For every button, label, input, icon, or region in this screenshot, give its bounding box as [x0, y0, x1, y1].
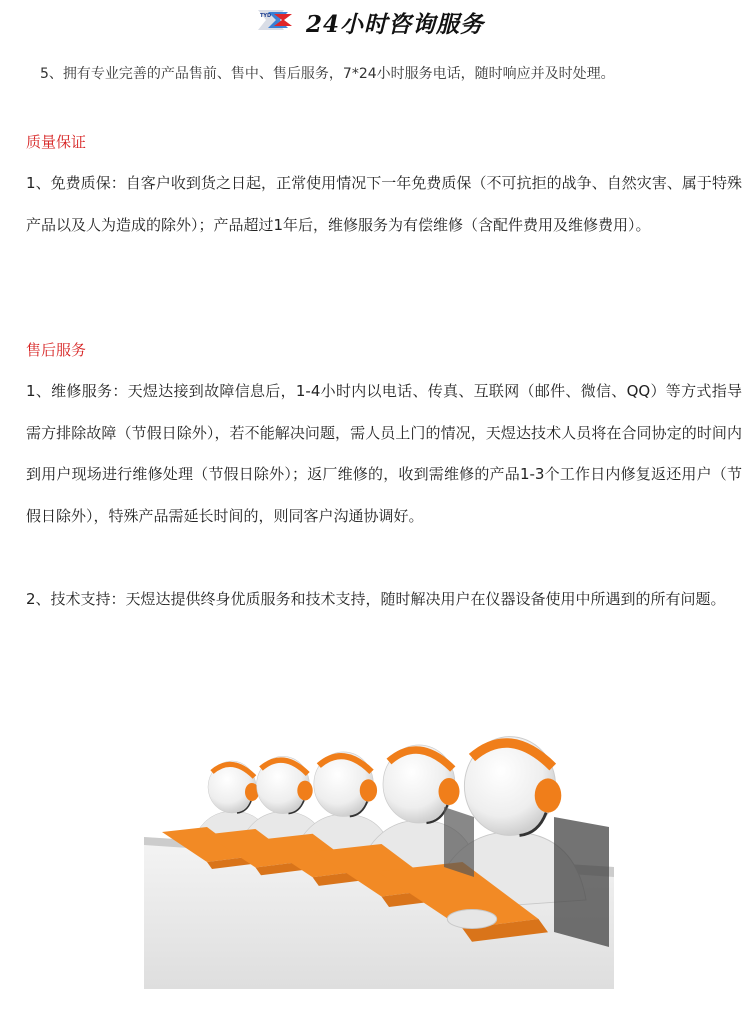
paragraph-tech-support: 2、技术支持：天煜达提供终身优质服务和技术支持，随时解决用户在仪器设备使用中所遇到的所有问题。 [26, 590, 726, 608]
paragraph-repair-service: 1、维修服务：天煜达接到故障信息后，1-4小时内以电话、传真、互联网（邮件、微信、QQ）等方式指导需方排除故障（节假日除外），若不能解决问题，需人员上门的情况，天煜达技术人员将在合同协定的时间内到用户现场进行维修处理（节假日除外）；返厂维修的，收到需维修的产品1-3个工作日内修复返还用户（节假日除外），特殊产品需延长时间的，则同客户沟通协调好。 [26, 382, 742, 526]
page-header [0, 0, 750, 46]
section-title-after-sales: 售后服务 [26, 341, 87, 359]
intro-text: 5、拥有专业完善的产品售前、售中、售后服务，7*24小时服务电话，随时响应并及时处理。 [40, 66, 615, 82]
call-center-figures-icon [144, 727, 614, 989]
page-title: 24小时咨询服务 [306, 11, 485, 38]
section-title-quality: 质量保证 [26, 133, 87, 151]
logo-text: TYD [260, 13, 272, 19]
paragraph-free-warranty: 1、免费质保：自客户收到货之日起，正常使用情况下一年免费质保（不可抗拒的战争、自然灾害、属于特殊产品以及人为造成的除外）；产品超过1年后，维修服务为有偿维修（含配件费用及维修费用）。 [26, 174, 742, 234]
logo-icon [254, 6, 294, 34]
